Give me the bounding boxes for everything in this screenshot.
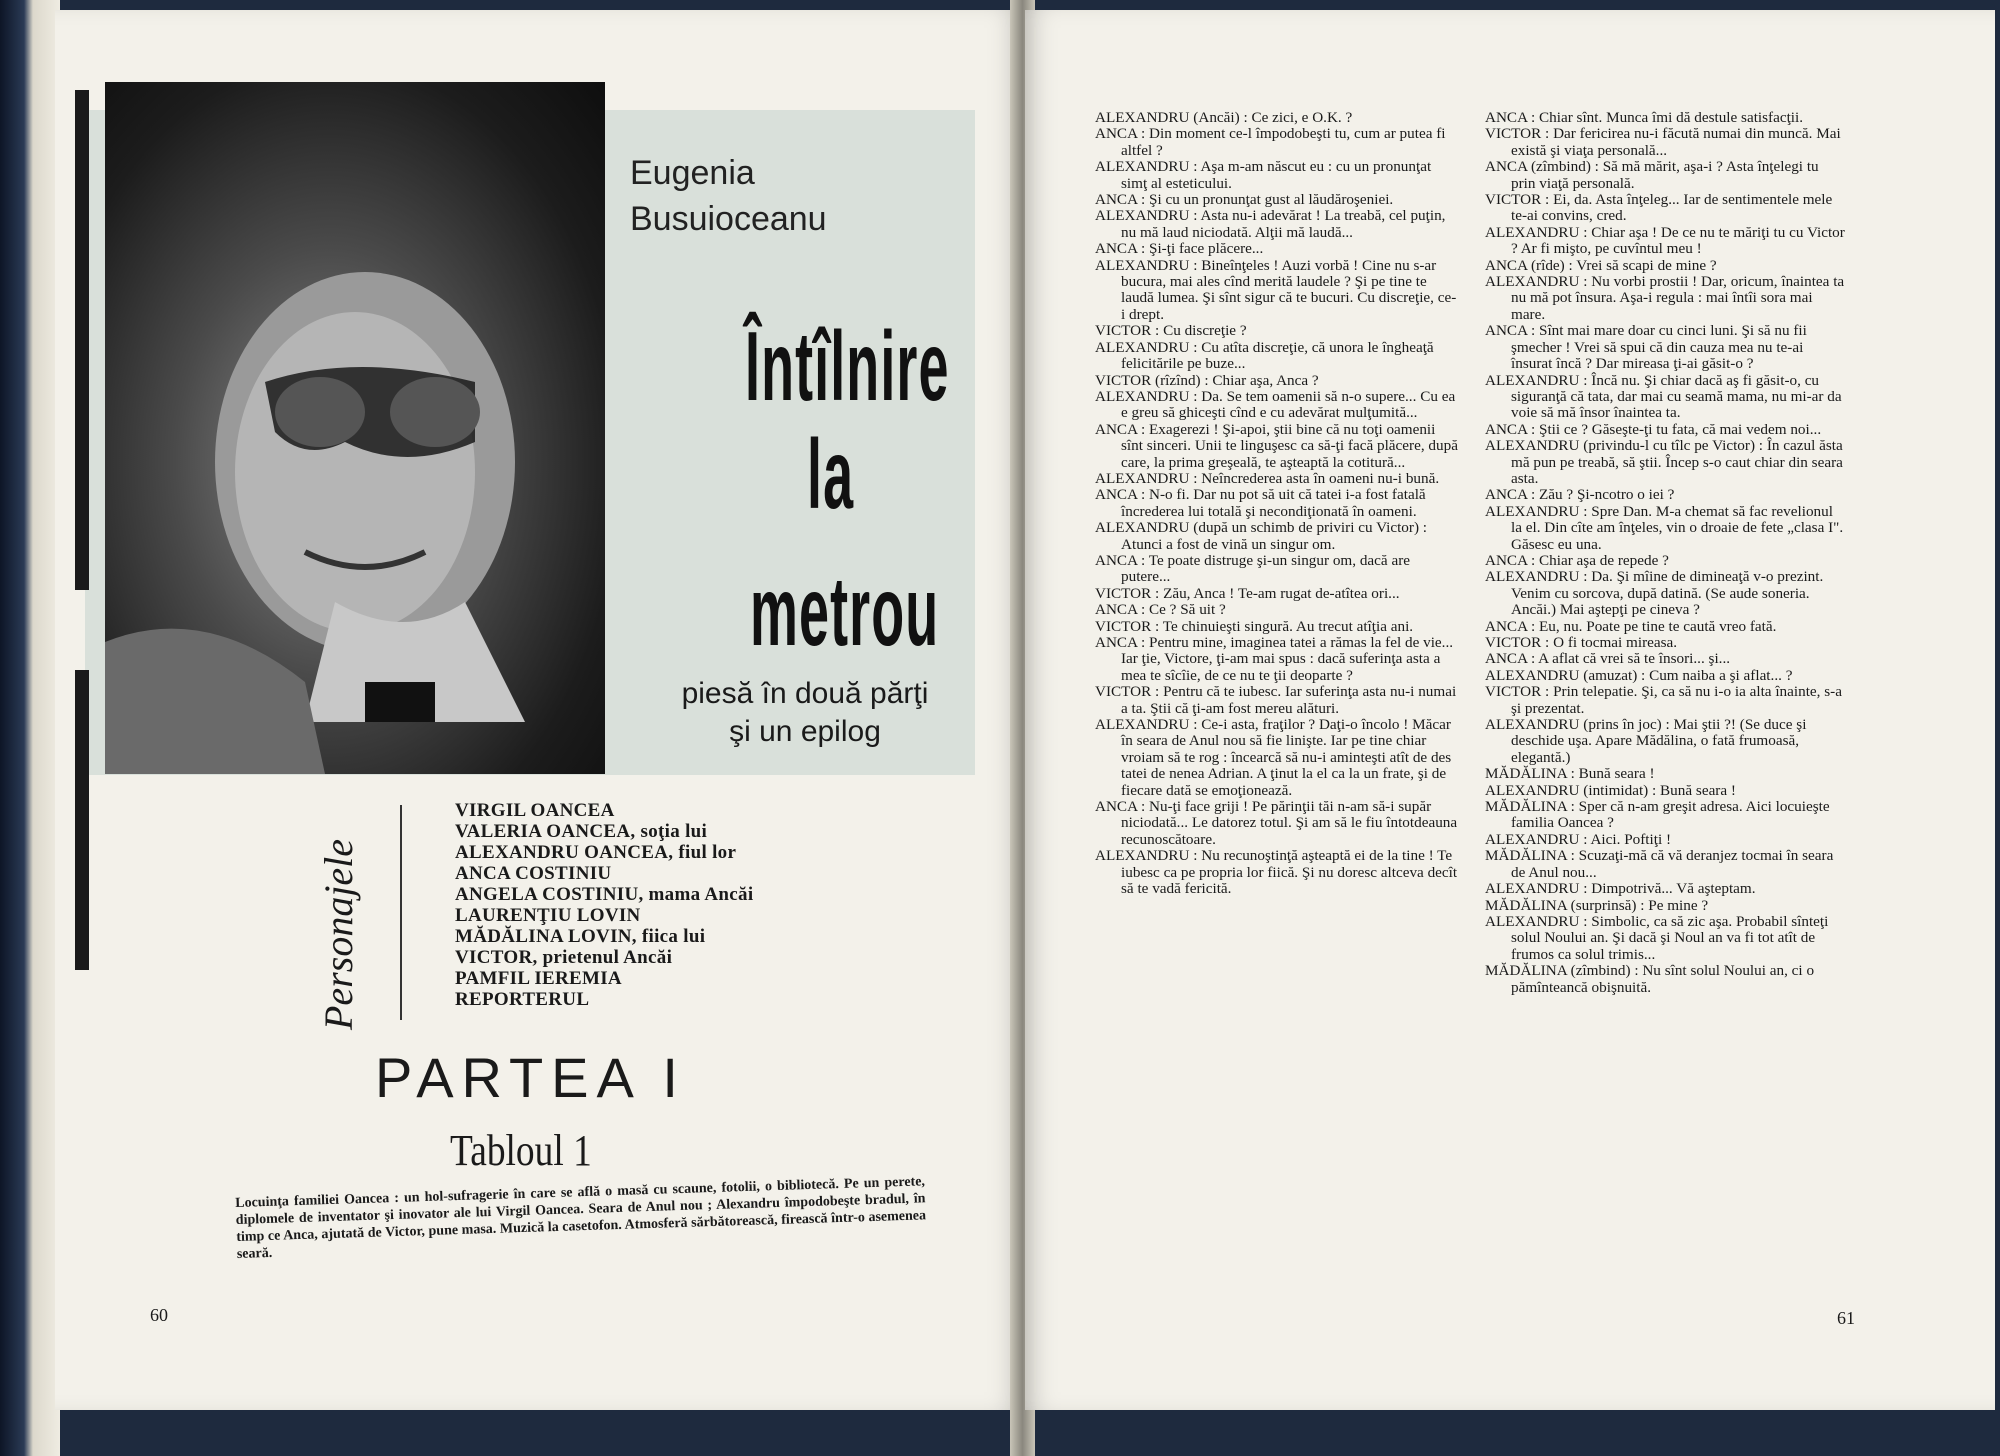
tableau-heading: Tabloul 1: [450, 1126, 592, 1175]
right-page: [1025, 10, 1995, 1410]
dialogue-line: MĂDĂLINA : Scuzaţi-mă că vă deranjez tocmai în seara de Anul nou...: [1485, 847, 1834, 881]
title-word: metrou: [750, 556, 940, 666]
character-name: VALERIA OANCEA, soţia lui: [455, 821, 708, 842]
dialogue-line: ANCA : Pentru mine, imaginea tatei a rămas la fel de vie... Iar ţie, Victore, ţi-am mai spus : dacă suferinţa asta a mea te sîcîie, de ce nu te ţii deoparte ?: [1095, 634, 1454, 684]
decorative-bar: [75, 90, 89, 590]
character-name: LAURENŢIU LOVIN: [455, 905, 641, 926]
dialogue-line: ALEXANDRU : Simbolic, ca să zic aşa. Probabil sînteţi solul Noului an. Şi dacă şi Noul an va fi tot atît de frumos ca solul trimis...: [1485, 912, 1829, 963]
book-cover-edge: [0, 0, 60, 1456]
dialogue-line: ANCA (zîmbind) : Să mă mărit, aşa-i ? Asta înţelegi tu prin viaţă personală.: [1485, 158, 1819, 192]
dialogue-line: ANCA (rîde) : Vrei să scapi de mine ?: [1485, 256, 1717, 274]
dialogue-line: ANCA : Chiar sînt. Munca îmi dă destule satisfacţii.: [1485, 109, 1804, 126]
dialogue-line: ALEXANDRU : Nu vorbi prostii ! Dar, oricum, înaintea ta nu mă pot însura. Aşa-i regula : mai întîi sora mai mare.: [1485, 273, 1845, 323]
dialogue-line: ALEXANDRU : Nu recunoştinţă aşteaptă ei de la tine ! Te iubesc ca pe propria lor fiică. Şi nu doresc altceva decît să te vadă fericită.: [1095, 847, 1458, 898]
dialogue-line: ALEXANDRU : Chiar aşa ! De ce nu te măriţi tu cu Victor ? Ar fi mişto, pe cuvîntul meu !: [1485, 223, 1845, 258]
dialogue-line: ALEXANDRU (Ancăi) : Ce zici, e O.K. ?: [1095, 109, 1353, 126]
dialogue-line: ANCA : N-o fi. Dar nu pot să uit că tatei i-a fost fatală încrederea lui totală şi necondiţionată în oameni.: [1095, 486, 1426, 520]
character-name: VICTOR, prietenul Ancăi: [455, 947, 673, 968]
dialogue-line: VICTOR : Cu discreţie ?: [1095, 322, 1247, 340]
dialogue-line: ANCA : Eu, nu. Poate pe tine te caută vreo fată.: [1485, 617, 1777, 635]
character-name: ALEXANDRU OANCEA, fiul lor: [455, 842, 737, 863]
personaje-label: Personajele: [316, 838, 361, 1030]
dialogue-line: ALEXANDRU (amuzat) : Cum naiba a şi aflat... ?: [1485, 666, 1793, 684]
dialogue-line: MĂDĂLINA (surprinsă) : Pe mine ?: [1485, 896, 1709, 914]
dialogue-line: ANCA : Sînt mai mare doar cu cinci luni. Şi să nu fii şmecher ! Vrei să spui că din cauza mea nu te-ai însurat încă ? Dar mireasa ţi-ai găsit-o ?: [1485, 322, 1807, 373]
dialogue-line: VICTOR : O fi tocmai mireasa.: [1485, 634, 1678, 651]
dialogue-line: ALEXANDRU (intimidat) : Bună seara !: [1485, 781, 1736, 799]
dialogue-line: ALEXANDRU (privindu-l cu tîlc pe Victor) : În cazul ăsta mă pun pe treabă, să ştii. Încep s-o caut chiar din seara asta.: [1485, 437, 1843, 487]
dialogue-line: ANCA : Şi cu un pronunţat gust al lăudăroşeniei.: [1095, 191, 1394, 209]
divider: [400, 805, 402, 1020]
dialogue-line: VICTOR : Prin telepatie. Şi, ca să nu i-o ia alta înainte, s-a şi prezentat.: [1485, 683, 1842, 717]
character-name: ANCA COSTINIU: [455, 863, 612, 884]
dialogue-line: MĂDĂLINA (zîmbind) : Nu sînt solul Noului an, ci o pămînteancă obişnuită.: [1485, 962, 1815, 996]
dialogue-line: MĂDĂLINA : Sper că n-am greşit adresa. Aici locuieşte familia Oancea ?: [1485, 798, 1830, 832]
dialogue-line: ALEXANDRU : Da. Şi mîine de dimineaţă v-o prezint. Venim cu sorcova, după datină. (Se aude soneria. Ancăi.) Mai aştepţi pe cineva ?: [1485, 568, 1824, 619]
dialogue-line: MĂDĂLINA : Bună seara !: [1485, 765, 1655, 783]
dialogue-line: ALEXANDRU : Dimpotrivă... Vă aşteptam.: [1485, 880, 1756, 898]
dialogue-line: ANCA : Ce ? Să uit ?: [1095, 601, 1226, 619]
dialogue-line: VICTOR : Zău, Anca ! Te-am rugat de-atîtea ori...: [1095, 584, 1400, 602]
dialogue-line: ANCA : Nu-ţi face griji ! Pe părinţii tăi n-am să-i supăr niciodată... Le datorez totul. Şi am să le fiu întotdeauna recunoscătoare.: [1095, 798, 1458, 848]
title-word: la: [807, 419, 855, 529]
dialogue-line: ALEXANDRU : Încă nu. Şi chiar dacă aş fi găsit-o, cu siguranţă că tata, dar mai cu seamă mama, nu mi-ar da voie să mă însor înaintea ta.: [1485, 371, 1842, 422]
character-name: PAMFIL IEREMIA: [455, 968, 622, 989]
decorative-bar: [75, 670, 89, 970]
dialogue-line: ALEXANDRU : Asta nu-i adevărat ! La treabă, cel puţin, nu mă laud niciodată. Alţii mă laudă...: [1095, 207, 1446, 241]
dialogue-line: VICTOR : Te chinuieşti singură. Au trecut atîţia ani.: [1095, 617, 1414, 635]
dialogue-line: ALEXANDRU : Cu atîta discreţie, că unora le îngheaţă felicitările pe buze...: [1095, 338, 1434, 373]
dialogue-line: ANCA : Chiar aşa de repede ?: [1485, 551, 1669, 569]
page-number: 61: [1837, 1308, 1855, 1328]
title-word: Întîlnire: [745, 311, 950, 421]
character-name: VIRGIL OANCEA: [455, 800, 615, 821]
dialogue-line: ANCA : Din moment ce-l împodobeşti tu, cum ar putea fi altfel ?: [1095, 125, 1446, 159]
dialogue-line: VICTOR : Pentru că te iubesc. Iar suferinţa asta nu-i numai a ta. Ştii că ţi-am fost mereu alături.: [1095, 683, 1457, 717]
dialogue-line: ALEXANDRU : Neîncrederea asta în oameni nu-i bună.: [1095, 469, 1440, 487]
character-list: [455, 800, 753, 1010]
dialogue-line: ANCA : Exagerezi ! Şi-apoi, ştii bine că nu toţi oamenii sînt sinceri. Unii te linguşesc ca să-ţi facă plăcere, după care, la prima greşeală, te aşteaptă la cotitură...: [1095, 420, 1458, 471]
dialogue-line: ANCA : Ştii ce ? Găseşte-ţi tu fata, că mai vedem noi...: [1485, 420, 1822, 438]
dialogue-line: ANCA : Zău ? Şi-ncotro o iei ?: [1485, 486, 1675, 504]
dialogue-line: ALEXANDRU (prins în joc) : Mai ştii ?! (Se duce şi deschide uşa. Apare Mădălina, o fată frumoasă, elegantă.): [1485, 716, 1807, 766]
dialogue-line: ALEXANDRU : Ce-i asta, fraţilor ? Daţi-o încolo ! Măcar în seara de Anul nou să fie linişte. Iar pe tine chiar vroiam să te rog : încearcă să nu-i aminteşti atît de des tatei de nenea Adrian. A ţinut la el ca la un frate, şi de fiecare dată se emoţionează.: [1095, 716, 1452, 799]
character-name: REPORTERUL: [455, 989, 590, 1010]
dialogue-line: ALEXANDRU : Aici. Poftiţi !: [1485, 830, 1672, 848]
dialogue-column-2: [1485, 110, 1845, 996]
dialogue-line: ALEXANDRU : Bineînţeles ! Auzi vorbă ! Cine nu s-ar bucura, mai ales cînd merită laudele ? Şi pe tine te laudă lumea. Şi sînt sigur că te bucuri. Cu discreţie, ce-i drept.: [1095, 256, 1457, 323]
dialogue-line: VICTOR : Ei, da. Asta înţeleg... Iar de sentimentele mele te-ai convins, cred.: [1485, 191, 1833, 225]
author-name: Eugenia Busuioceanu: [630, 154, 827, 238]
dialogue-column-1: [1095, 110, 1460, 898]
author-photo: [105, 82, 605, 774]
dialogue-line: ALEXANDRU : Aşa m-am născut eu : cu un pronunţat simţ al esteticului.: [1095, 158, 1432, 192]
page-number: 60: [150, 1305, 168, 1325]
dialogue-line: VICTOR (rîzînd) : Chiar aşa, Anca ?: [1095, 371, 1319, 389]
character-name: ANGELA COSTINIU, mama Ancăi: [455, 884, 754, 905]
character-name: MĂDĂLINA LOVIN, fiica lui: [455, 926, 706, 947]
dialogue-line: ALEXANDRU : Da. Se tem oamenii să n-o supere... Cu ea e greu să ghiceşti cînd e cu adevărat mulţumită...: [1095, 387, 1456, 422]
part-heading: PARTEA I: [375, 1046, 686, 1109]
stage-direction: Locuinţa familiei Oancea : un hol-sufragerie în care se află o masă cu scaune, fotolii, o bibliotecă. Pe un perete, diplomele de inventator şi inovator ale lui Virgil Oancea. Seara de Anul nou ; Alexandru împodobeşte bradul, în timp ce Anca, ajutată de Victor, pune masa. Muzică la casetofon. Atmosferă sărbătorească, firească într-o asemenea seară.: [235, 1174, 927, 1262]
subtitle: piesă în două părţi şi un epilog: [681, 677, 929, 748]
dialogue-line: ALEXANDRU (după un schimb de priviri cu Victor) : Atunci a fost de vină un singur om.: [1095, 519, 1428, 553]
dialogue-line: VICTOR : Dar fericirea nu-i făcută numai din muncă. Mai există şi viaţa personală...: [1485, 125, 1841, 159]
dialogue-line: ANCA : Te poate distruge şi-un singur om, dacă are putere...: [1095, 551, 1410, 586]
dialogue-line: ANCA : A aflat că vrei să te însori... şi...: [1485, 650, 1731, 668]
left-page: [55, 10, 1020, 1410]
dialogue-line: ANCA : Şi-ţi face plăcere...: [1095, 240, 1264, 258]
dialogue-line: ALEXANDRU : Spre Dan. M-a chemat să fac revelionul la el. Din cîte am înţeles, vin o droaie de fete „clasa I". Găsesc eu una.: [1485, 502, 1844, 553]
